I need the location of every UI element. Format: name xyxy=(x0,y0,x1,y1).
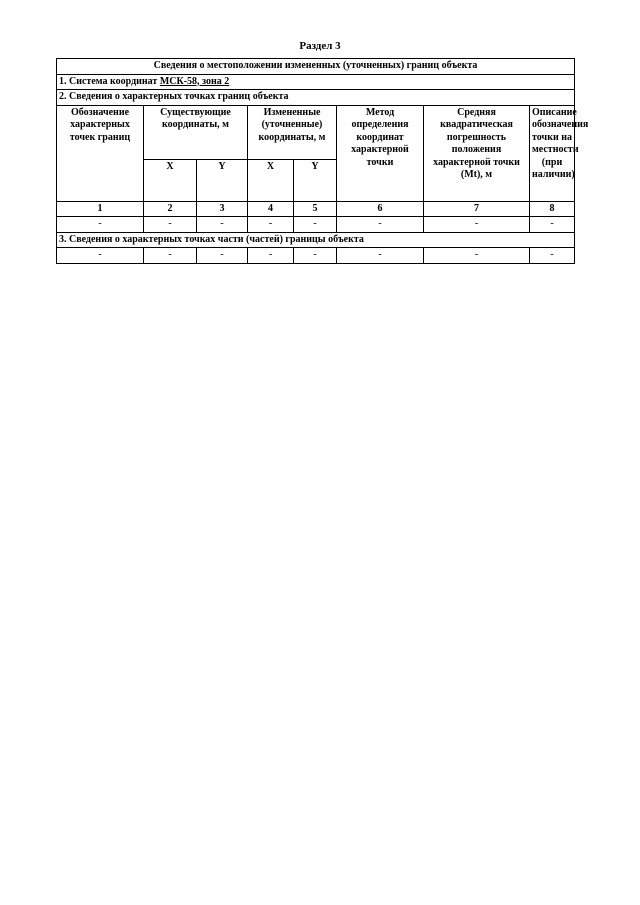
header-point-designation: Обозначение характерных точек границ xyxy=(57,105,144,201)
table-cell: - xyxy=(248,217,294,233)
subheader-x-existing: X xyxy=(144,159,197,201)
table-title-row xyxy=(57,59,575,75)
coordinate-system-value: МСК-58, зона 2 xyxy=(159,75,230,87)
column-number: 2 xyxy=(144,201,197,217)
table-cell: - xyxy=(57,217,144,233)
column-number: 7 xyxy=(424,201,530,217)
coordinate-system-row xyxy=(57,74,575,90)
column-number: 4 xyxy=(248,201,294,217)
section-2-row xyxy=(57,90,575,106)
boundary-points-table xyxy=(56,58,589,264)
table-cell: - xyxy=(424,217,530,233)
table-cell: - xyxy=(337,217,424,233)
table-cell: - xyxy=(530,217,575,233)
column-numbers-row xyxy=(57,201,575,217)
subheader-y-existing: Y xyxy=(197,159,248,201)
header-method: Метод определения координат характерной точки xyxy=(337,105,424,201)
header-row xyxy=(57,105,575,159)
column-number: 8 xyxy=(530,201,575,217)
table-cell: - xyxy=(530,248,575,264)
table-cell: - xyxy=(144,217,197,233)
table-cell: - xyxy=(337,248,424,264)
subheader-x-changed: X xyxy=(248,159,294,201)
table-row xyxy=(57,217,575,233)
table-cell: - xyxy=(248,248,294,264)
column-number: 5 xyxy=(294,201,337,217)
section-3-heading: 3. Сведения о характерных точках части (частей) границы объекта xyxy=(57,232,575,248)
header-description: Описание обозначения точки на местности (при наличии) xyxy=(530,105,575,201)
table-cell: - xyxy=(294,248,337,264)
header-changed-coordinates: Измененные (уточненные) координаты, м xyxy=(248,105,337,159)
coordinate-system-label: 1. Система координат xyxy=(59,75,160,87)
table-row xyxy=(57,248,575,264)
table-cell: - xyxy=(144,248,197,264)
table-cell: - xyxy=(424,248,530,264)
coordinate-system-cell xyxy=(57,74,575,90)
section-title: Раздел 3 xyxy=(299,40,341,52)
header-error: Средняя квадратическая погрешность положения характерной точки (Mt), м xyxy=(424,105,530,201)
section-2-heading: 2. Сведения о характерных точках границ объекта xyxy=(57,90,575,106)
header-existing-coordinates: Существующие координаты, м xyxy=(144,105,248,159)
column-number: 6 xyxy=(337,201,424,217)
subheader-y-changed: Y xyxy=(294,159,337,201)
table-cell: - xyxy=(197,248,248,264)
table-cell: - xyxy=(57,248,144,264)
section-3-row xyxy=(57,232,575,248)
table-title: Сведения о местоположении измененных (уточненных) границ объекта xyxy=(57,59,575,75)
column-number: 1 xyxy=(57,201,144,217)
table-cell: - xyxy=(197,217,248,233)
table-cell: - xyxy=(294,217,337,233)
column-number: 3 xyxy=(197,201,248,217)
